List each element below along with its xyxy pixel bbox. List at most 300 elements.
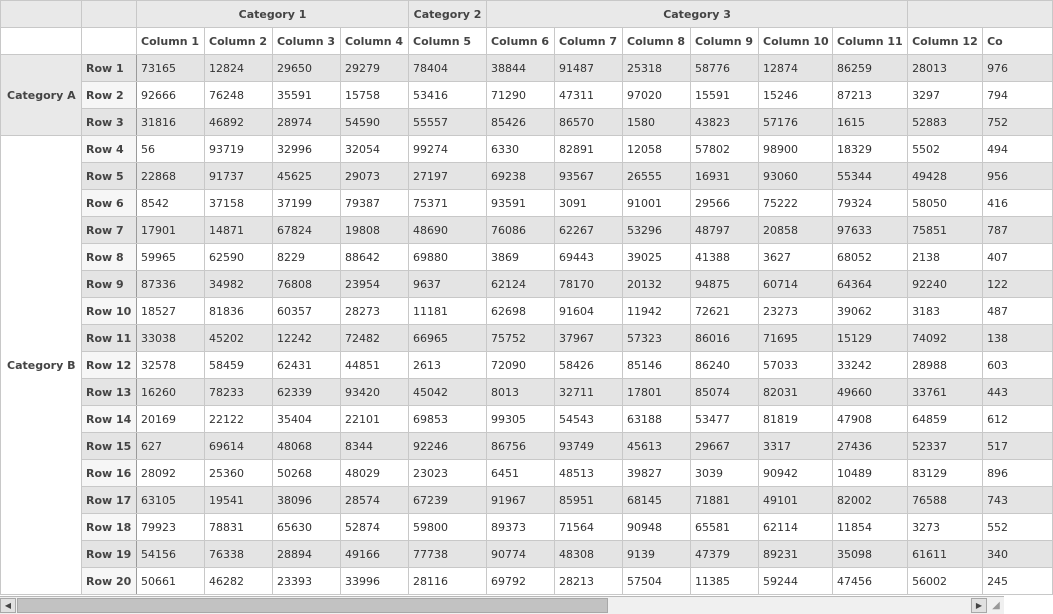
table-cell[interactable]: 27436 (833, 433, 908, 460)
table-cell[interactable]: 53416 (409, 82, 487, 109)
table-cell[interactable]: 29667 (691, 433, 759, 460)
table-cell[interactable]: 60714 (759, 271, 833, 298)
table-cell[interactable]: 28273 (341, 298, 409, 325)
table-cell[interactable]: 89373 (487, 514, 555, 541)
table-cell[interactable]: 2138 (908, 244, 983, 271)
table-cell[interactable]: 11385 (691, 568, 759, 595)
table-cell[interactable]: 62339 (273, 379, 341, 406)
table-cell[interactable]: 33242 (833, 352, 908, 379)
table-cell[interactable]: 5502 (908, 136, 983, 163)
row-header[interactable]: Row 17 (82, 487, 137, 514)
table-cell[interactable]: 92666 (137, 82, 205, 109)
table-cell[interactable]: 11181 (409, 298, 487, 325)
table-cell[interactable]: 62114 (759, 514, 833, 541)
table-cell[interactable]: 72621 (691, 298, 759, 325)
column-header[interactable]: Column 1 (137, 28, 205, 55)
table-cell[interactable]: 85951 (555, 487, 623, 514)
table-cell[interactable]: 25318 (623, 55, 691, 82)
table-cell[interactable]: 45042 (409, 379, 487, 406)
table-cell[interactable]: 85074 (691, 379, 759, 406)
table-cell[interactable]: 92240 (908, 271, 983, 298)
table-cell[interactable]: 78233 (205, 379, 273, 406)
table-cell[interactable]: 81836 (205, 298, 273, 325)
table-cell[interactable]: 35404 (273, 406, 341, 433)
table-cell[interactable]: 46892 (205, 109, 273, 136)
table-cell[interactable]: 57033 (759, 352, 833, 379)
table-cell[interactable]: 86240 (691, 352, 759, 379)
table-cell[interactable]: 55557 (409, 109, 487, 136)
table-cell[interactable]: 58050 (908, 190, 983, 217)
table-cell[interactable]: 12824 (205, 55, 273, 82)
table-cell[interactable]: 3039 (691, 460, 759, 487)
row-header[interactable]: Row 9 (82, 271, 137, 298)
table-cell[interactable]: 93567 (555, 163, 623, 190)
row-header[interactable]: Row 14 (82, 406, 137, 433)
table-cell[interactable]: 47908 (833, 406, 908, 433)
table-cell[interactable]: 66965 (409, 325, 487, 352)
table-cell[interactable]: 1615 (833, 109, 908, 136)
table-cell[interactable]: 12874 (759, 55, 833, 82)
table-cell[interactable]: 85146 (623, 352, 691, 379)
table-cell[interactable]: 44851 (341, 352, 409, 379)
table-cell[interactable]: 79324 (833, 190, 908, 217)
table-cell[interactable]: 8344 (341, 433, 409, 460)
table-cell[interactable]: 65630 (273, 514, 341, 541)
table-cell[interactable]: 47379 (691, 541, 759, 568)
table-cell[interactable]: 72090 (487, 352, 555, 379)
table-cell[interactable]: 62431 (273, 352, 341, 379)
table-cell[interactable]: 93719 (205, 136, 273, 163)
table-cell[interactable]: 10489 (833, 460, 908, 487)
table-cell[interactable]: 65581 (691, 514, 759, 541)
table-cell[interactable]: 17901 (137, 217, 205, 244)
table-cell[interactable]: 60357 (273, 298, 341, 325)
table-cell[interactable]: 94875 (691, 271, 759, 298)
scrollbar-thumb[interactable] (17, 598, 608, 613)
scroll-left-icon[interactable]: ◀ (0, 598, 16, 613)
table-cell[interactable]: 86756 (487, 433, 555, 460)
row-header[interactable]: Row 11 (82, 325, 137, 352)
column-header[interactable]: Co (983, 28, 1053, 55)
table-cell[interactable]: 23393 (273, 568, 341, 595)
table-cell[interactable]: 63105 (137, 487, 205, 514)
table-cell[interactable]: 49660 (833, 379, 908, 406)
table-cell[interactable]: 28894 (273, 541, 341, 568)
row-header[interactable]: Row 5 (82, 163, 137, 190)
table-cell[interactable]: 87213 (833, 82, 908, 109)
column-category-header[interactable]: Category 3 (487, 1, 908, 28)
table-cell[interactable]: 50268 (273, 460, 341, 487)
column-header[interactable]: Column 3 (273, 28, 341, 55)
table-cell[interactable]: 99274 (409, 136, 487, 163)
table-cell[interactable]: 74092 (908, 325, 983, 352)
column-category-header[interactable] (908, 1, 1053, 28)
table-cell[interactable]: 90774 (487, 541, 555, 568)
table-cell[interactable]: 16260 (137, 379, 205, 406)
column-header[interactable]: Column 12 (908, 28, 983, 55)
table-cell[interactable]: 64364 (833, 271, 908, 298)
table-cell[interactable]: 71290 (487, 82, 555, 109)
table-cell[interactable]: 81819 (759, 406, 833, 433)
table-cell[interactable]: 54590 (341, 109, 409, 136)
table-cell[interactable]: 69443 (555, 244, 623, 271)
table-cell[interactable]: 88642 (341, 244, 409, 271)
table-cell[interactable]: 32996 (273, 136, 341, 163)
table-cell[interactable]: 340 (983, 541, 1053, 568)
column-header[interactable]: Column 10 (759, 28, 833, 55)
table-cell[interactable]: 122 (983, 271, 1053, 298)
table-cell[interactable]: 494 (983, 136, 1053, 163)
row-category-header[interactable]: Category A (1, 55, 82, 136)
table-cell[interactable]: 743 (983, 487, 1053, 514)
table-cell[interactable]: 49166 (341, 541, 409, 568)
table-cell[interactable]: 26555 (623, 163, 691, 190)
scroll-right-icon[interactable]: ▶ (971, 598, 987, 613)
table-cell[interactable]: 18527 (137, 298, 205, 325)
table-cell[interactable]: 49101 (759, 487, 833, 514)
table-cell[interactable]: 2613 (409, 352, 487, 379)
table-cell[interactable]: 69238 (487, 163, 555, 190)
table-cell[interactable]: 78831 (205, 514, 273, 541)
table-cell[interactable]: 59965 (137, 244, 205, 271)
table-cell[interactable]: 92246 (409, 433, 487, 460)
table-cell[interactable]: 28213 (555, 568, 623, 595)
table-cell[interactable]: 487 (983, 298, 1053, 325)
table-cell[interactable]: 75371 (409, 190, 487, 217)
table-cell[interactable]: 45202 (205, 325, 273, 352)
table-cell[interactable]: 34982 (205, 271, 273, 298)
table-cell[interactable]: 25360 (205, 460, 273, 487)
table-cell[interactable]: 52883 (908, 109, 983, 136)
table-cell[interactable]: 787 (983, 217, 1053, 244)
table-cell[interactable]: 89231 (759, 541, 833, 568)
table-cell[interactable]: 48029 (341, 460, 409, 487)
table-cell[interactable]: 23273 (759, 298, 833, 325)
table-cell[interactable]: 45613 (623, 433, 691, 460)
table-cell[interactable]: 23023 (409, 460, 487, 487)
table-cell[interactable]: 16931 (691, 163, 759, 190)
column-header[interactable]: Column 9 (691, 28, 759, 55)
table-cell[interactable]: 48068 (273, 433, 341, 460)
table-cell[interactable]: 37967 (555, 325, 623, 352)
table-cell[interactable]: 90948 (623, 514, 691, 541)
table-cell[interactable]: 57504 (623, 568, 691, 595)
table-cell[interactable]: 63188 (623, 406, 691, 433)
table-cell[interactable]: 86016 (691, 325, 759, 352)
table-cell[interactable]: 956 (983, 163, 1053, 190)
table-cell[interactable]: 91487 (555, 55, 623, 82)
table-cell[interactable]: 53296 (623, 217, 691, 244)
table-cell[interactable]: 68052 (833, 244, 908, 271)
table-cell[interactable]: 82002 (833, 487, 908, 514)
table-cell[interactable]: 93420 (341, 379, 409, 406)
table-cell[interactable]: 28013 (908, 55, 983, 82)
table-cell[interactable]: 86570 (555, 109, 623, 136)
table-cell[interactable]: 56002 (908, 568, 983, 595)
table-cell[interactable]: 62124 (487, 271, 555, 298)
table-cell[interactable]: 8229 (273, 244, 341, 271)
table-cell[interactable]: 33996 (341, 568, 409, 595)
table-cell[interactable]: 28574 (341, 487, 409, 514)
table-cell[interactable]: 33761 (908, 379, 983, 406)
table-cell[interactable]: 69853 (409, 406, 487, 433)
table-cell[interactable]: 32711 (555, 379, 623, 406)
table-cell[interactable]: 52337 (908, 433, 983, 460)
row-header[interactable]: Row 13 (82, 379, 137, 406)
column-header[interactable]: Column 4 (341, 28, 409, 55)
column-category-header[interactable]: Category 2 (409, 1, 487, 28)
table-cell[interactable]: 12242 (273, 325, 341, 352)
table-cell[interactable]: 77738 (409, 541, 487, 568)
table-cell[interactable]: 87336 (137, 271, 205, 298)
table-cell[interactable]: 76338 (205, 541, 273, 568)
table-cell[interactable]: 41388 (691, 244, 759, 271)
table-cell[interactable]: 38096 (273, 487, 341, 514)
table-cell[interactable]: 57802 (691, 136, 759, 163)
table-cell[interactable]: 62698 (487, 298, 555, 325)
row-header[interactable]: Row 4 (82, 136, 137, 163)
resize-grip-icon[interactable]: ◢ (992, 600, 1000, 611)
table-cell[interactable]: 32054 (341, 136, 409, 163)
table-cell[interactable]: 20169 (137, 406, 205, 433)
column-category-header[interactable]: Category 1 (137, 1, 409, 28)
table-cell[interactable]: 517 (983, 433, 1053, 460)
table-cell[interactable]: 57176 (759, 109, 833, 136)
table-cell[interactable]: 28116 (409, 568, 487, 595)
table-cell[interactable]: 416 (983, 190, 1053, 217)
table-cell[interactable]: 98900 (759, 136, 833, 163)
table-cell[interactable]: 79923 (137, 514, 205, 541)
row-header[interactable]: Row 2 (82, 82, 137, 109)
column-header[interactable]: Column 7 (555, 28, 623, 55)
table-cell[interactable]: 48690 (409, 217, 487, 244)
table-cell[interactable]: 245 (983, 568, 1053, 595)
table-cell[interactable]: 83129 (908, 460, 983, 487)
table-cell[interactable]: 62590 (205, 244, 273, 271)
table-cell[interactable]: 46282 (205, 568, 273, 595)
table-cell[interactable]: 93749 (555, 433, 623, 460)
row-header[interactable]: Row 18 (82, 514, 137, 541)
table-cell[interactable]: 67239 (409, 487, 487, 514)
table-cell[interactable]: 18329 (833, 136, 908, 163)
table-cell[interactable]: 15758 (341, 82, 409, 109)
table-cell[interactable]: 48308 (555, 541, 623, 568)
table-cell[interactable]: 627 (137, 433, 205, 460)
table-cell[interactable]: 552 (983, 514, 1053, 541)
row-header[interactable]: Row 15 (82, 433, 137, 460)
table-cell[interactable]: 47311 (555, 82, 623, 109)
table-cell[interactable]: 54543 (555, 406, 623, 433)
table-cell[interactable]: 68145 (623, 487, 691, 514)
table-cell[interactable]: 752 (983, 109, 1053, 136)
table-cell[interactable]: 20132 (623, 271, 691, 298)
table-cell[interactable]: 69792 (487, 568, 555, 595)
table-cell[interactable]: 62267 (555, 217, 623, 244)
table-cell[interactable]: 138 (983, 325, 1053, 352)
table-cell[interactable]: 75222 (759, 190, 833, 217)
table-cell[interactable]: 976 (983, 55, 1053, 82)
table-cell[interactable]: 58776 (691, 55, 759, 82)
table-cell[interactable]: 35098 (833, 541, 908, 568)
table-cell[interactable]: 6451 (487, 460, 555, 487)
table-cell[interactable]: 27197 (409, 163, 487, 190)
table-cell[interactable]: 71564 (555, 514, 623, 541)
table-cell[interactable]: 93060 (759, 163, 833, 190)
table-cell[interactable]: 39062 (833, 298, 908, 325)
table-cell[interactable]: 31816 (137, 109, 205, 136)
horizontal-scrollbar[interactable] (0, 596, 1004, 614)
table-cell[interactable]: 15129 (833, 325, 908, 352)
table-cell[interactable]: 1580 (623, 109, 691, 136)
table-cell[interactable]: 3297 (908, 82, 983, 109)
table-cell[interactable]: 48513 (555, 460, 623, 487)
table-cell[interactable]: 52874 (341, 514, 409, 541)
table-cell[interactable]: 37199 (273, 190, 341, 217)
table-cell[interactable]: 97633 (833, 217, 908, 244)
table-cell[interactable]: 39827 (623, 460, 691, 487)
table-cell[interactable]: 76808 (273, 271, 341, 298)
table-cell[interactable]: 91967 (487, 487, 555, 514)
table-cell[interactable]: 896 (983, 460, 1053, 487)
table-cell[interactable]: 603 (983, 352, 1053, 379)
table-cell[interactable]: 22122 (205, 406, 273, 433)
table-cell[interactable]: 8013 (487, 379, 555, 406)
table-cell[interactable]: 49428 (908, 163, 983, 190)
table-cell[interactable]: 91737 (205, 163, 273, 190)
table-cell[interactable]: 12058 (623, 136, 691, 163)
table-cell[interactable]: 82891 (555, 136, 623, 163)
table-cell[interactable]: 64859 (908, 406, 983, 433)
table-cell[interactable]: 78404 (409, 55, 487, 82)
table-cell[interactable]: 9637 (409, 271, 487, 298)
table-cell[interactable]: 3091 (555, 190, 623, 217)
table-cell[interactable]: 3183 (908, 298, 983, 325)
table-cell[interactable]: 794 (983, 82, 1053, 109)
table-cell[interactable]: 76086 (487, 217, 555, 244)
row-header[interactable]: Row 7 (82, 217, 137, 244)
row-header[interactable]: Row 20 (82, 568, 137, 595)
column-header[interactable]: Column 8 (623, 28, 691, 55)
table-cell[interactable]: 76588 (908, 487, 983, 514)
table-cell[interactable]: 79387 (341, 190, 409, 217)
table-cell[interactable]: 69880 (409, 244, 487, 271)
table-cell[interactable]: 3273 (908, 514, 983, 541)
table-cell[interactable]: 78170 (555, 271, 623, 298)
row-header[interactable]: Row 8 (82, 244, 137, 271)
table-cell[interactable]: 39025 (623, 244, 691, 271)
table-cell[interactable]: 20858 (759, 217, 833, 244)
column-header[interactable]: Column 5 (409, 28, 487, 55)
table-cell[interactable]: 28988 (908, 352, 983, 379)
table-cell[interactable]: 43823 (691, 109, 759, 136)
table-cell[interactable]: 23954 (341, 271, 409, 298)
table-cell[interactable]: 6330 (487, 136, 555, 163)
table-cell[interactable]: 29650 (273, 55, 341, 82)
table-cell[interactable]: 73165 (137, 55, 205, 82)
table-cell[interactable]: 33038 (137, 325, 205, 352)
table-cell[interactable]: 37158 (205, 190, 273, 217)
row-header[interactable]: Row 19 (82, 541, 137, 568)
table-cell[interactable]: 82031 (759, 379, 833, 406)
table-cell[interactable]: 22101 (341, 406, 409, 433)
table-cell[interactable]: 59244 (759, 568, 833, 595)
table-cell[interactable]: 32578 (137, 352, 205, 379)
table-cell[interactable]: 86259 (833, 55, 908, 82)
table-cell[interactable]: 38844 (487, 55, 555, 82)
table-cell[interactable]: 28092 (137, 460, 205, 487)
table-cell[interactable]: 57323 (623, 325, 691, 352)
table-cell[interactable]: 48797 (691, 217, 759, 244)
row-header[interactable]: Row 3 (82, 109, 137, 136)
table-cell[interactable]: 72482 (341, 325, 409, 352)
table-cell[interactable]: 11942 (623, 298, 691, 325)
table-cell[interactable]: 15591 (691, 82, 759, 109)
table-cell[interactable]: 443 (983, 379, 1053, 406)
table-cell[interactable]: 15246 (759, 82, 833, 109)
table-cell[interactable]: 90942 (759, 460, 833, 487)
table-cell[interactable]: 29566 (691, 190, 759, 217)
table-cell[interactable]: 3869 (487, 244, 555, 271)
table-cell[interactable]: 47456 (833, 568, 908, 595)
table-cell[interactable]: 612 (983, 406, 1053, 433)
table-cell[interactable]: 22868 (137, 163, 205, 190)
table-cell[interactable]: 28974 (273, 109, 341, 136)
table-cell[interactable]: 75752 (487, 325, 555, 352)
table-cell[interactable]: 93591 (487, 190, 555, 217)
table-cell[interactable]: 50661 (137, 568, 205, 595)
table-cell[interactable]: 29073 (341, 163, 409, 190)
table-cell[interactable]: 56 (137, 136, 205, 163)
table-cell[interactable]: 11854 (833, 514, 908, 541)
row-header[interactable]: Row 12 (82, 352, 137, 379)
column-header[interactable]: Column 11 (833, 28, 908, 55)
table-cell[interactable]: 75851 (908, 217, 983, 244)
table-cell[interactable]: 67824 (273, 217, 341, 244)
table-cell[interactable]: 407 (983, 244, 1053, 271)
table-cell[interactable]: 53477 (691, 406, 759, 433)
table-cell[interactable]: 85426 (487, 109, 555, 136)
column-header[interactable]: Column 2 (205, 28, 273, 55)
table-cell[interactable]: 14871 (205, 217, 273, 244)
table-cell[interactable]: 97020 (623, 82, 691, 109)
table-cell[interactable]: 35591 (273, 82, 341, 109)
table-cell[interactable]: 99305 (487, 406, 555, 433)
table-cell[interactable]: 17801 (623, 379, 691, 406)
row-header[interactable]: Row 1 (82, 55, 137, 82)
row-category-header[interactable]: Category B (1, 136, 82, 595)
table-cell[interactable]: 58459 (205, 352, 273, 379)
table-cell[interactable]: 91001 (623, 190, 691, 217)
table-cell[interactable]: 9139 (623, 541, 691, 568)
table-cell[interactable]: 45625 (273, 163, 341, 190)
table-cell[interactable]: 55344 (833, 163, 908, 190)
column-header[interactable]: Column 6 (487, 28, 555, 55)
table-cell[interactable]: 19808 (341, 217, 409, 244)
table-cell[interactable]: 71881 (691, 487, 759, 514)
table-cell[interactable]: 29279 (341, 55, 409, 82)
row-header[interactable]: Row 10 (82, 298, 137, 325)
table-cell[interactable]: 76248 (205, 82, 273, 109)
table-cell[interactable]: 8542 (137, 190, 205, 217)
table-cell[interactable]: 3627 (759, 244, 833, 271)
table-cell[interactable]: 19541 (205, 487, 273, 514)
table-cell[interactable]: 69614 (205, 433, 273, 460)
table-cell[interactable]: 58426 (555, 352, 623, 379)
table-cell[interactable]: 91604 (555, 298, 623, 325)
table-cell[interactable]: 59800 (409, 514, 487, 541)
table-cell[interactable]: 54156 (137, 541, 205, 568)
table-cell[interactable]: 71695 (759, 325, 833, 352)
